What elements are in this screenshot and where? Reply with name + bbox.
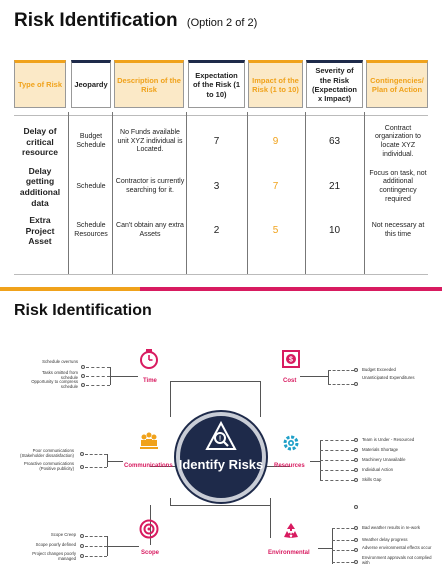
table-cell-description: No Funds available unit XYZ individual is Located. <box>117 128 183 154</box>
connector-line <box>328 370 329 384</box>
connector-line <box>107 546 139 547</box>
table-cell-severity: 63 <box>328 135 341 147</box>
connector-line <box>110 376 138 377</box>
warning-magnifier-icon <box>205 421 237 453</box>
table-cell-contingency: Contract organization to locate XYZ individual. <box>375 124 421 158</box>
table-divider <box>14 115 428 116</box>
leaf-connector <box>320 450 354 451</box>
leaf-connector <box>320 480 354 481</box>
leaf-dot <box>354 468 358 472</box>
leaf-dot <box>81 365 85 369</box>
table-cell-jeopardy: Schedule Resources <box>74 222 108 238</box>
slide1-title <box>14 10 257 32</box>
category-label-scope: Scope <box>141 550 160 556</box>
connector-line <box>260 381 261 417</box>
table-cell-expectation: 7 <box>213 135 220 147</box>
table-cell-type: Delay getting additional data <box>19 165 61 208</box>
leaf-connector <box>332 540 354 541</box>
target-icon <box>138 518 160 540</box>
category-label-environmental: Environmental <box>268 550 310 556</box>
leaf-dot <box>80 465 84 469</box>
table-cell-jeopardy: Schedule <box>76 182 106 190</box>
table-cell-impact: 9 <box>272 135 279 147</box>
table-cell-description: Can't obtain any extra Assets <box>116 222 184 238</box>
svg-text:$: $ <box>289 356 293 364</box>
slide1-subtitle: (Option 2 of 2) <box>186 17 258 29</box>
leaf-dot <box>354 458 358 462</box>
column-divider <box>364 112 365 274</box>
table-cell-expectation: 3 <box>213 180 220 192</box>
leaf-dot <box>354 538 358 542</box>
money-icon <box>280 348 302 370</box>
leaf-connector <box>328 384 354 385</box>
header-severity: Severity of the Risk (Expectation x Impact) <box>306 60 363 108</box>
leaf-communications-1: Poor communications (Stakeholder dissatisfaction) <box>20 448 74 458</box>
connector-line <box>170 505 270 506</box>
leaf-time-2: Tasks omitted from schedule <box>41 370 78 380</box>
leaf-connector <box>320 440 354 441</box>
leaf-dot <box>80 554 84 558</box>
leaf-dot <box>354 560 358 564</box>
leaf-connector <box>85 467 107 468</box>
leaf-resources-1: Team is Under - Resourced <box>362 437 415 442</box>
leaf-connector <box>86 376 110 377</box>
recycle-icon <box>280 520 302 542</box>
leaf-dot <box>354 526 358 530</box>
leaf-time-1: Schedule overruns <box>42 359 78 364</box>
leaf-communications-2: Proactive communications (Positive publicity) <box>23 461 74 471</box>
connector-line <box>170 498 171 506</box>
table-cell-expectation: 2 <box>213 224 220 236</box>
leaf-connector <box>320 460 354 461</box>
connector-line <box>310 461 320 462</box>
leaf-environmental-3: Adverse environmental effects occur <box>362 545 432 550</box>
category-label-cost: Cost <box>283 378 297 384</box>
table-cell-impact: 7 <box>272 180 279 192</box>
leaf-cost-1: Budget Exceeded <box>362 367 396 372</box>
table-cell-severity: 10 <box>328 224 341 236</box>
connector-line <box>318 548 332 549</box>
table-cell-jeopardy: Budget Schedule <box>76 133 106 149</box>
leaf-connector <box>85 454 107 455</box>
table-divider <box>14 274 428 275</box>
connector-line <box>170 381 260 382</box>
leaf-dot <box>354 448 358 452</box>
leaf-connector <box>332 550 354 551</box>
leaf-resources-2: Materials Shortage <box>362 447 399 452</box>
header-description: Description of the Risk <box>114 60 184 108</box>
table-cell-contingency: Not necessary at this time <box>371 222 425 238</box>
leaf-connector <box>332 528 354 529</box>
leaf-environmental-1: Bad weather results in re-work <box>362 525 421 530</box>
leaf-cost-2: Unanticipated Expenditures <box>362 375 415 380</box>
leaf-dot <box>80 452 84 456</box>
leaf-dot <box>80 534 84 538</box>
leaf-connector <box>328 370 354 371</box>
table-cell-impact: 5 <box>272 224 279 236</box>
leaf-connector <box>85 556 107 557</box>
leaf-dot <box>354 505 358 509</box>
connector-line <box>332 528 333 564</box>
leaf-dot <box>81 374 85 378</box>
leaf-dot <box>80 544 84 548</box>
leaf-connector <box>85 536 107 537</box>
gear-icon <box>280 432 302 454</box>
column-divider <box>68 112 69 274</box>
leaf-resources-4: Individual Action <box>362 467 394 472</box>
table-cell-severity: 21 <box>328 180 341 192</box>
category-label-time: Time <box>143 378 157 384</box>
column-divider <box>112 112 113 274</box>
leaf-connector <box>86 385 110 386</box>
column-divider <box>186 112 187 274</box>
category-label-resources: Resources <box>274 463 305 469</box>
header-contingencies: Contingencies/ Plan of Action <box>366 60 428 108</box>
leaf-dot <box>354 478 358 482</box>
leaf-scope-2: Scope poorly defined <box>35 542 76 547</box>
people-icon <box>138 430 160 452</box>
divider-bar-magenta <box>140 287 442 291</box>
connector-line <box>170 381 171 417</box>
leaf-resources-3: Machinery Unavailable <box>362 457 406 462</box>
connector-line <box>300 376 328 377</box>
leaf-time-3: Opportunity to compress schedule <box>31 379 78 389</box>
leaf-dot <box>354 382 358 386</box>
leaf-connector <box>332 562 354 563</box>
leaf-dot <box>354 438 358 442</box>
table-cell-type: Delay of critical resource <box>22 126 58 158</box>
header-impact: Impact of the Risk (1 to 10) <box>248 60 303 108</box>
leaf-connector <box>86 367 110 368</box>
leaf-resources-5: Skills Gap <box>362 477 382 482</box>
center-label: Identify Risks <box>178 457 264 472</box>
leaf-dot <box>354 548 358 552</box>
table-cell-type: Extra Project Asset <box>25 215 55 247</box>
leaf-dot <box>354 368 358 372</box>
header-expectation: Expectation of the Risk (1 to 10) <box>188 60 245 108</box>
svg-text:!: ! <box>218 435 222 443</box>
divider-bar-orange <box>0 287 140 291</box>
leaf-scope-1: Scope Creep <box>50 532 76 537</box>
leaf-environmental-2: Weather delay progress <box>362 537 408 542</box>
leaf-connector <box>85 546 107 547</box>
leaf-environmental-4: Environment approvals not complied with <box>362 555 432 565</box>
slide1-title-text: Risk Identification <box>14 10 178 31</box>
header-jeopardy: Jeopardy <box>71 60 111 108</box>
leaf-scope-3: Project changes poorly managed <box>32 551 76 561</box>
table-cell-description: Contractor is currently searching for it. <box>115 178 185 194</box>
header-type-of-risk: Type of Risk <box>14 60 66 108</box>
slide2-title: Risk Identification <box>14 302 152 319</box>
table-cell-contingency: Focus on task, not additional contingency required <box>369 169 427 203</box>
category-label-communications: Communications <box>124 463 173 469</box>
leaf-dot <box>81 383 85 387</box>
clock-icon <box>138 348 160 370</box>
leaf-connector <box>320 470 354 471</box>
connector-line <box>270 498 271 538</box>
connector-line <box>107 461 123 462</box>
